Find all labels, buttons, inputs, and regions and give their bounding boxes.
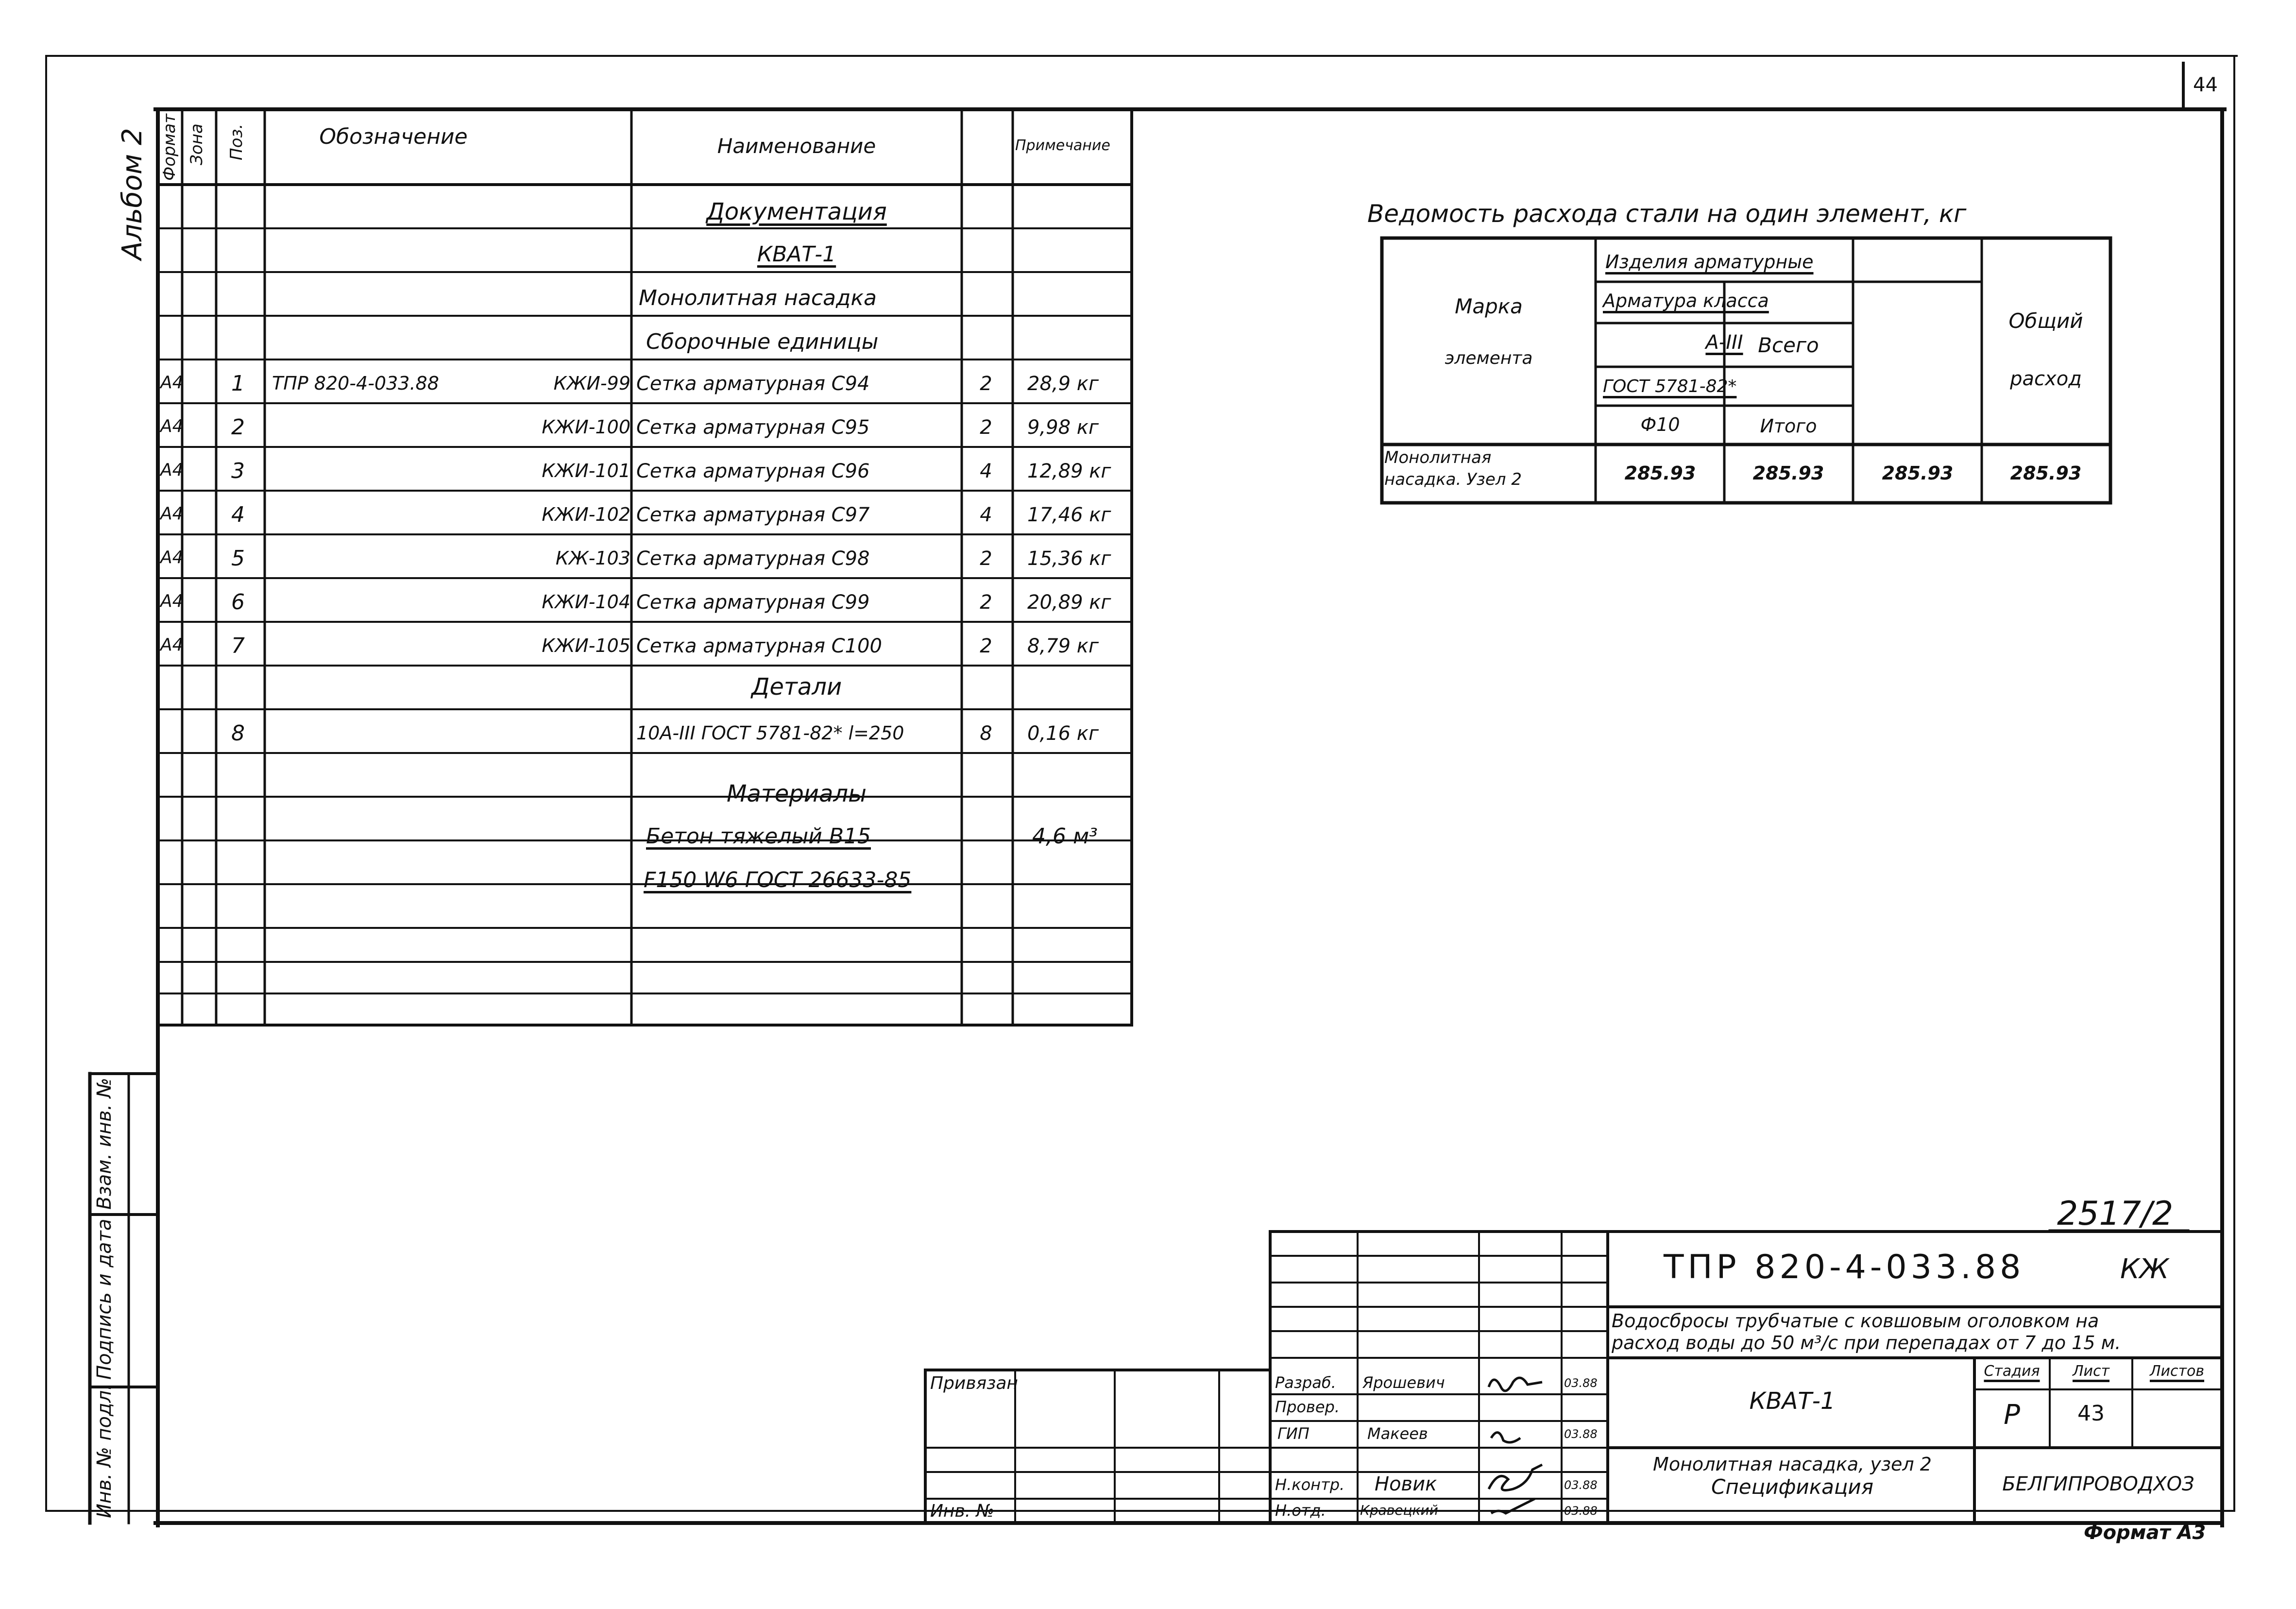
row1-code: КЖИ-99: [553, 373, 630, 394]
row1-qty: 2: [980, 373, 992, 395]
row7-note: 8,79 кг: [1027, 635, 1099, 657]
row3-name: Сетка арматурная С96: [636, 460, 870, 482]
tb-org: БЕЛГИПРОВОДХОЗ: [2002, 1473, 2194, 1495]
steel-phi: Ф10: [1640, 414, 1680, 435]
steel-class: Арматура класса: [1603, 290, 1769, 311]
tb-bound: Привязан: [930, 1373, 1018, 1393]
tb-doc-code: ТПР 820-4-033.88: [1664, 1248, 2025, 1286]
row7-name: Сетка арматурная С100: [636, 635, 882, 657]
row6-code: КЖИ-104: [542, 591, 630, 613]
tb-sheet: 43: [2077, 1401, 2105, 1426]
tb-description-2: расход воды до 50 м³/с при перепадах от 7 до 15 м.: [1612, 1332, 2121, 1353]
tb-inv: Инв. №: [930, 1501, 995, 1521]
steel-gost: ГОСТ 5781-82*: [1603, 377, 1737, 396]
tb-sheet-label: Лист: [2072, 1363, 2110, 1380]
tb-role-5: Н.отд.: [1275, 1501, 1326, 1520]
row2-name: Сетка арматурная С95: [636, 416, 870, 439]
row2-format: А4: [160, 416, 184, 436]
row7-qty: 2: [980, 635, 992, 657]
row5-qty: 2: [980, 548, 992, 570]
row1-doc: ТПР 820-4-033.88: [272, 373, 439, 394]
tb-name-4: Новик: [1375, 1473, 1437, 1495]
tb-description-1: Водосбросы трубчатые с ковшовым оголовком на: [1612, 1310, 2099, 1332]
tb-role-2: Провер.: [1275, 1398, 1340, 1416]
replaced-inv-label: Взам. инв. №: [93, 1078, 116, 1210]
steel-mark-1: Марка: [1455, 294, 1523, 318]
row1-name: Сетка арматурная С94: [636, 373, 870, 395]
steel-title: Ведомость расхода стали на один элемент, кг: [1367, 200, 1967, 228]
row3-pos: 3: [231, 459, 245, 483]
steel-product: Изделия арматурные: [1605, 251, 1814, 273]
detail-qty: 8: [980, 722, 992, 745]
tb-sheets-label: Листов: [2149, 1363, 2205, 1380]
tb-stage-mark: КЖ: [2120, 1253, 2169, 1285]
row5-note: 15,36 кг: [1027, 548, 1111, 570]
row3-note: 12,89 кг: [1027, 460, 1111, 482]
row4-qty: 4: [980, 504, 992, 526]
detail-note: 0,16 кг: [1027, 722, 1099, 745]
header-designation: Обозначение: [319, 124, 468, 149]
section-assembly: Сборочные единицы: [646, 329, 879, 354]
tb-date-5: 03.88: [1564, 1504, 1598, 1518]
tb-name-1: Ярошевич: [1362, 1373, 1445, 1392]
row4-note: 17,46 кг: [1027, 504, 1111, 526]
section-details: Детали: [751, 673, 842, 701]
steel-itogo: Итого: [1760, 415, 1817, 437]
sheet-number: 44: [2193, 74, 2218, 96]
drawing-code: 2517/2: [2057, 1195, 2174, 1233]
tb-date-3: 03.88: [1564, 1427, 1598, 1441]
section-kvat: КВАТ-1: [757, 242, 836, 267]
tb-date-1: 03.88: [1564, 1376, 1598, 1390]
steel-row-total: 285.93: [1882, 462, 1954, 484]
format-label: Формат А3: [2084, 1522, 2206, 1544]
steel-row-common: 285.93: [2010, 462, 2082, 484]
detail-pos: 8: [231, 721, 245, 746]
steel-row-phi: 285.93: [1624, 462, 1696, 484]
row3-qty: 4: [980, 460, 992, 482]
row6-pos: 6: [231, 590, 245, 615]
row6-note: 20,89 кг: [1027, 591, 1111, 614]
steel-common-2: расход: [2010, 368, 2082, 390]
header-note: Примечание: [1015, 137, 1110, 154]
steel-common-1: Общий: [2008, 309, 2083, 333]
steel-row-mark-1: Монолитная: [1384, 448, 1492, 467]
row6-name: Сетка арматурная С99: [636, 591, 870, 614]
signature-date-label: Подпись и дата: [93, 1218, 116, 1380]
steel-row-mark-2: насадка. Узел 2: [1384, 470, 1522, 489]
steel-mark-2: элемента: [1445, 348, 1533, 368]
row6-format: А4: [160, 591, 184, 611]
row7-pos: 7: [231, 633, 245, 658]
material-grade: F150 W6 ГОСТ 26633-85: [644, 868, 912, 892]
material-volume: 4,6 м³: [1032, 824, 1098, 849]
tb-role-3: ГИП: [1277, 1424, 1310, 1443]
row2-note: 9,98 кг: [1027, 416, 1099, 439]
row1-note: 28,9 кг: [1027, 373, 1099, 395]
tb-role-1: Разраб.: [1275, 1373, 1336, 1392]
section-docs: Документация: [706, 198, 887, 225]
tb-role-4: Н.контр.: [1275, 1475, 1345, 1494]
tb-name-3: Макеев: [1367, 1424, 1428, 1443]
row4-name: Сетка арматурная С97: [636, 504, 870, 526]
row7-code: КЖИ-105: [542, 635, 630, 656]
row3-format: А4: [160, 460, 184, 480]
steel-total: Всего: [1758, 333, 1819, 357]
row3-code: КЖИ-101: [542, 460, 630, 481]
tb-date-4: 03.88: [1564, 1478, 1598, 1492]
material-concrete: Бетон тяжелый В15: [646, 824, 871, 849]
row2-pos: 2: [231, 415, 245, 440]
tb-stage: Р: [2004, 1399, 2020, 1431]
row2-qty: 2: [980, 416, 992, 439]
album-label: Альбом 2: [117, 128, 148, 260]
row4-format: А4: [160, 504, 184, 524]
tb-object: КВАТ-1: [1749, 1387, 1836, 1415]
header-zone: Зона: [187, 123, 206, 165]
steel-row-itogo: 285.93: [1752, 462, 1824, 484]
row5-code: КЖ-103: [555, 548, 630, 569]
row1-pos: 1: [231, 371, 245, 396]
header-pos: Поз.: [227, 123, 246, 160]
section-monolith: Монолитная насадка: [639, 286, 877, 310]
row6-qty: 2: [980, 591, 992, 614]
row2-code: КЖИ-100: [542, 416, 630, 438]
row7-format: А4: [160, 635, 184, 655]
tb-sheet-title-1: Монолитная насадка, узел 2: [1653, 1454, 1932, 1475]
row5-name: Сетка арматурная С98: [636, 548, 870, 570]
row5-format: А4: [160, 548, 184, 567]
inv-original-label: Инв. № подл.: [93, 1384, 116, 1518]
row4-code: КЖИ-102: [542, 504, 630, 525]
header-name: Наименование: [717, 134, 876, 158]
detail-name: 10А-III ГОСТ 5781-82* l=250: [636, 722, 904, 744]
section-materials: Материалы: [727, 780, 867, 807]
row5-pos: 5: [231, 546, 245, 571]
tb-stage-label: Стадия: [1984, 1363, 2040, 1380]
row4-pos: 4: [231, 502, 245, 527]
tb-sheet-title-2: Спецификация: [1711, 1475, 1873, 1499]
header-format: Формат: [160, 114, 179, 181]
tb-name-5: Кравецкий: [1360, 1502, 1438, 1518]
steel-grade: А-III: [1705, 331, 1743, 354]
row1-format: А4: [160, 373, 184, 393]
